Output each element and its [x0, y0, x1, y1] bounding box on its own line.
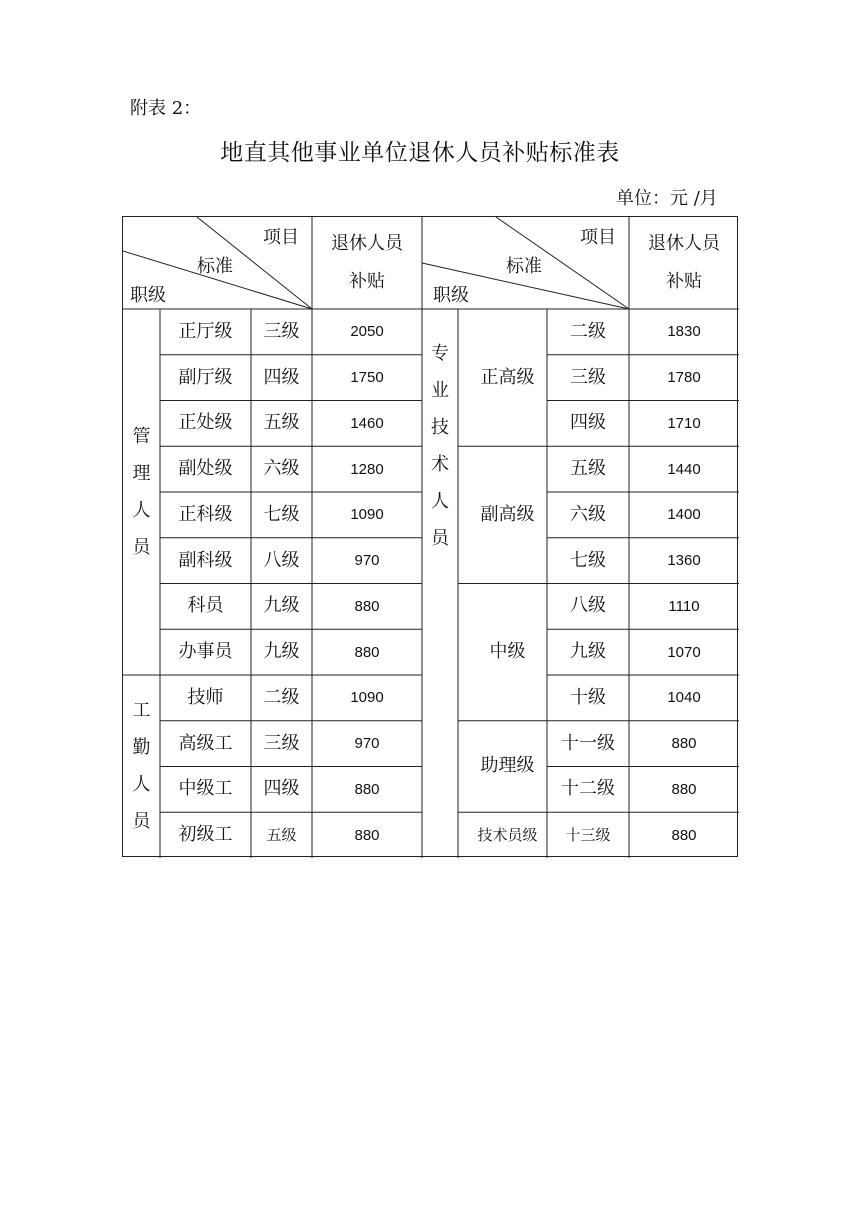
grade-cell: 四级	[570, 412, 606, 434]
rank-cell: 技师	[187, 686, 224, 708]
page-title: 地直其他事业单位退休人员补贴标准表	[220, 140, 620, 166]
unit-label: 单位：元 /月	[616, 188, 718, 209]
vertical-char: 工	[132, 700, 151, 721]
vertical-char: 术	[431, 454, 449, 475]
rank-cell: 副厅级	[178, 366, 233, 388]
grade-cell: 九级	[570, 641, 606, 663]
rank-cell: 副科级	[178, 549, 233, 571]
amount-cell: 1460	[350, 414, 384, 432]
title-technician: 技术员级	[477, 825, 538, 844]
rank-cell: 高级工	[178, 732, 233, 754]
amount-cell: 880	[671, 826, 697, 844]
grade-cell: 九级	[263, 641, 300, 663]
grade-cell: 六级	[263, 458, 300, 480]
amount-cell: 1360	[667, 552, 701, 570]
amount-cell: 880	[354, 780, 380, 798]
vertical-char: 人	[132, 774, 151, 795]
amount-cell: 880	[354, 597, 380, 615]
attachment-label: 附表 2：	[130, 98, 202, 119]
amount-cell: 1280	[350, 460, 384, 478]
grade-cell: 六级	[570, 503, 606, 525]
grade-cell: 七级	[263, 503, 300, 525]
header-rank-right: 职级	[433, 285, 469, 306]
vertical-char: 技	[431, 417, 449, 438]
grade-cell: 九级	[263, 595, 300, 617]
grade-cell: 十级	[570, 686, 606, 708]
amount-cell: 1090	[350, 689, 384, 707]
header-item-left: 项目	[263, 227, 299, 248]
grade-cell: 三级	[263, 732, 300, 754]
vertical-char: 专	[431, 343, 449, 364]
amount-cell: 880	[354, 826, 380, 844]
title-senior: 正高级	[480, 366, 535, 388]
amount-cell: 970	[354, 735, 380, 753]
amount-cell: 2050	[350, 323, 384, 341]
amount-cell: 1040	[667, 689, 701, 707]
vertical-char: 人	[431, 491, 449, 512]
grade-cell: 三级	[263, 320, 300, 342]
amount-cell: 1090	[350, 506, 384, 524]
amount-cell: 970	[354, 552, 380, 570]
grade-cell: 八级	[263, 549, 300, 571]
grade-cell: 四级	[263, 366, 300, 388]
grade-cell: 十三级	[565, 825, 611, 844]
vertical-char: 员	[132, 536, 151, 558]
amount-cell: 880	[671, 780, 697, 798]
vertical-char: 员	[431, 528, 449, 549]
group-management-label	[123, 309, 160, 674]
rank-cell: 办事员	[178, 641, 233, 663]
header-standard-left: 标准	[197, 256, 233, 277]
rank-cell: 副处级	[178, 458, 233, 480]
header-rank-left: 职级	[130, 285, 166, 306]
grade-cell: 七级	[570, 549, 606, 571]
rank-cell: 正科级	[178, 503, 233, 525]
amount-cell: 1400	[667, 506, 701, 524]
grade-cell: 二级	[263, 686, 300, 708]
amount-cell: 1710	[667, 414, 701, 432]
rank-cell: 正处级	[178, 412, 233, 434]
grade-cell: 五级	[570, 458, 606, 480]
rank-cell: 正厅级	[178, 320, 233, 342]
subsidy-table	[122, 216, 738, 857]
amount-cell: 1830	[667, 323, 701, 341]
vertical-char: 人	[132, 499, 151, 521]
amount-cell: 880	[354, 643, 380, 661]
header-subsidy-line2: 补贴	[666, 271, 702, 292]
vertical-char: 业	[431, 380, 449, 401]
header-subsidy-line1: 退休人员	[648, 233, 720, 254]
rank-cell: 初级工	[178, 824, 233, 846]
amount-cell: 1780	[667, 369, 701, 387]
grade-cell: 八级	[570, 595, 606, 617]
header-subsidy-line1: 退休人员	[331, 233, 403, 254]
grade-cell: 五级	[263, 412, 300, 434]
header-subsidy-right	[629, 217, 739, 309]
vertical-char: 勤	[132, 737, 151, 758]
grade-cell: 四级	[263, 778, 300, 800]
header-standard-right: 标准	[506, 256, 542, 277]
title-intermediate: 中级	[489, 640, 526, 662]
grade-cell: 三级	[570, 366, 606, 388]
grade-cell: 十一级	[561, 732, 615, 754]
grade-cell: 十二级	[561, 778, 615, 800]
grade-cell: 二级	[570, 320, 606, 342]
amount-cell: 880	[671, 735, 697, 753]
group-technical-label	[422, 309, 458, 583]
rank-cell: 科员	[187, 595, 224, 617]
grade-cell: 五级	[266, 825, 297, 844]
amount-cell: 1110	[668, 597, 700, 615]
vertical-char: 管	[132, 425, 151, 447]
vertical-char: 理	[132, 462, 151, 484]
header-subsidy-left	[312, 217, 422, 309]
header-item-right: 项目	[580, 227, 616, 248]
vertical-char: 员	[132, 811, 151, 832]
title-deputy-senior: 副高级	[480, 503, 535, 525]
rank-cell: 中级工	[178, 778, 233, 800]
amount-cell: 1750	[350, 369, 384, 387]
amount-cell: 1070	[667, 643, 701, 661]
group-workers-label	[123, 674, 160, 858]
amount-cell: 1440	[667, 460, 701, 478]
title-assistant: 助理级	[480, 755, 535, 776]
header-subsidy-line2: 补贴	[349, 271, 385, 292]
